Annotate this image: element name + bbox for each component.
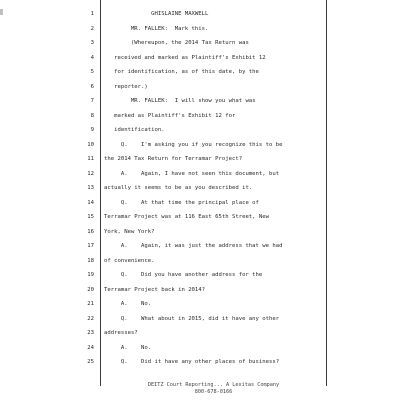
transcript-line (0, 196, 400, 210)
line-text: reporter.) (104, 83, 148, 90)
line-text: GHISLAINE MAXWELL (104, 11, 209, 17)
transcript-line (0, 297, 400, 311)
line-number: 24 (87, 344, 94, 351)
transcript-line (0, 94, 400, 108)
transcript-line (0, 254, 400, 268)
transcript-line (0, 65, 400, 79)
line-text: A. Again, I have not seen this document, but (104, 170, 280, 177)
line-text: MR. FALLEK: Mark this. (104, 25, 209, 32)
transcript-line (0, 283, 400, 297)
transcript-line (0, 80, 400, 94)
line-number: 4 (90, 54, 94, 61)
line-number: 1 (90, 11, 94, 17)
line-text: received and marked as Plaintiff's Exhibit 12 (104, 54, 266, 61)
line-text: Q. Did you have another address for the (104, 272, 263, 278)
line-number: 18 (87, 257, 94, 264)
line-text: of convenience. (104, 257, 155, 264)
line-text: A. Again, it was just the address that we had (104, 243, 283, 249)
transcript-line (0, 152, 400, 166)
line-text: addresses? (104, 330, 138, 336)
line-text: marked as Plaintiff's Exhibit 12 for (104, 112, 236, 119)
line-text: Q. What about in 2015, did it have any other (104, 315, 280, 322)
line-number: 10 (87, 141, 94, 148)
line-text: A. No. (104, 301, 152, 307)
line-number: 14 (87, 199, 94, 206)
line-text: Q. Did it have any other places of business? (104, 359, 280, 365)
transcript-line (0, 123, 400, 137)
line-number: 11 (87, 156, 94, 162)
line-number: 23 (87, 330, 94, 336)
transcript-line (0, 36, 400, 50)
transcript-line (0, 341, 400, 355)
line-number: 17 (87, 243, 94, 249)
transcript-line (0, 167, 400, 181)
line-text: Terramar Project back in 2014? (104, 286, 206, 293)
line-text: actually it seems to be as you described it. (104, 185, 253, 191)
line-number: 22 (87, 315, 94, 322)
line-number: 2 (90, 25, 94, 32)
line-text: MR. FALLEK: I will show you what was (104, 98, 256, 104)
line-number: 21 (87, 301, 94, 307)
line-text: A. No. (104, 344, 152, 351)
transcript-line (0, 326, 400, 340)
line-number: 13 (87, 185, 94, 191)
transcript-line (0, 7, 400, 21)
transcript-line (0, 239, 400, 253)
line-number: 15 (87, 214, 94, 220)
transcript-line (0, 138, 400, 152)
footer-phone: 800-678-0166 (194, 389, 233, 395)
line-text: the 2014 Tax Return for Terramar Project? (104, 156, 243, 162)
transcript-line (0, 355, 400, 369)
line-number: 12 (87, 170, 94, 177)
line-number: 3 (90, 40, 94, 46)
transcript-line (0, 22, 400, 36)
line-number: 19 (87, 272, 94, 278)
line-number: 25 (87, 359, 94, 365)
line-text: York, New York? (104, 228, 155, 235)
line-number: 20 (87, 286, 94, 293)
footer-company: DEITZ Court Reporting... A Lexitas Company (147, 382, 280, 388)
line-text: Q. At that time the principal place of (104, 199, 259, 206)
transcript-line (0, 109, 400, 123)
line-text: Terramar Project was at 116 East 65th Street, New (104, 214, 270, 220)
line-text: (Whereupon, the 2014 Tax Return was (104, 40, 249, 46)
transcript-line (0, 210, 400, 224)
line-number: 6 (90, 83, 94, 90)
transcript-line (0, 225, 400, 239)
line-number: 9 (90, 127, 94, 133)
transcript-line (0, 312, 400, 326)
transcript-line (0, 268, 400, 282)
transcript-line (0, 181, 400, 195)
line-number: 8 (90, 112, 94, 119)
line-number: 5 (90, 69, 94, 75)
line-text: identification. (104, 127, 165, 133)
transcript-line (0, 51, 400, 65)
line-text: Q. I'm asking you if you recognize this to be (104, 141, 283, 148)
line-number: 16 (87, 228, 94, 235)
line-number: 7 (90, 98, 94, 104)
line-text: for identification, as of this date, by the (104, 69, 259, 75)
